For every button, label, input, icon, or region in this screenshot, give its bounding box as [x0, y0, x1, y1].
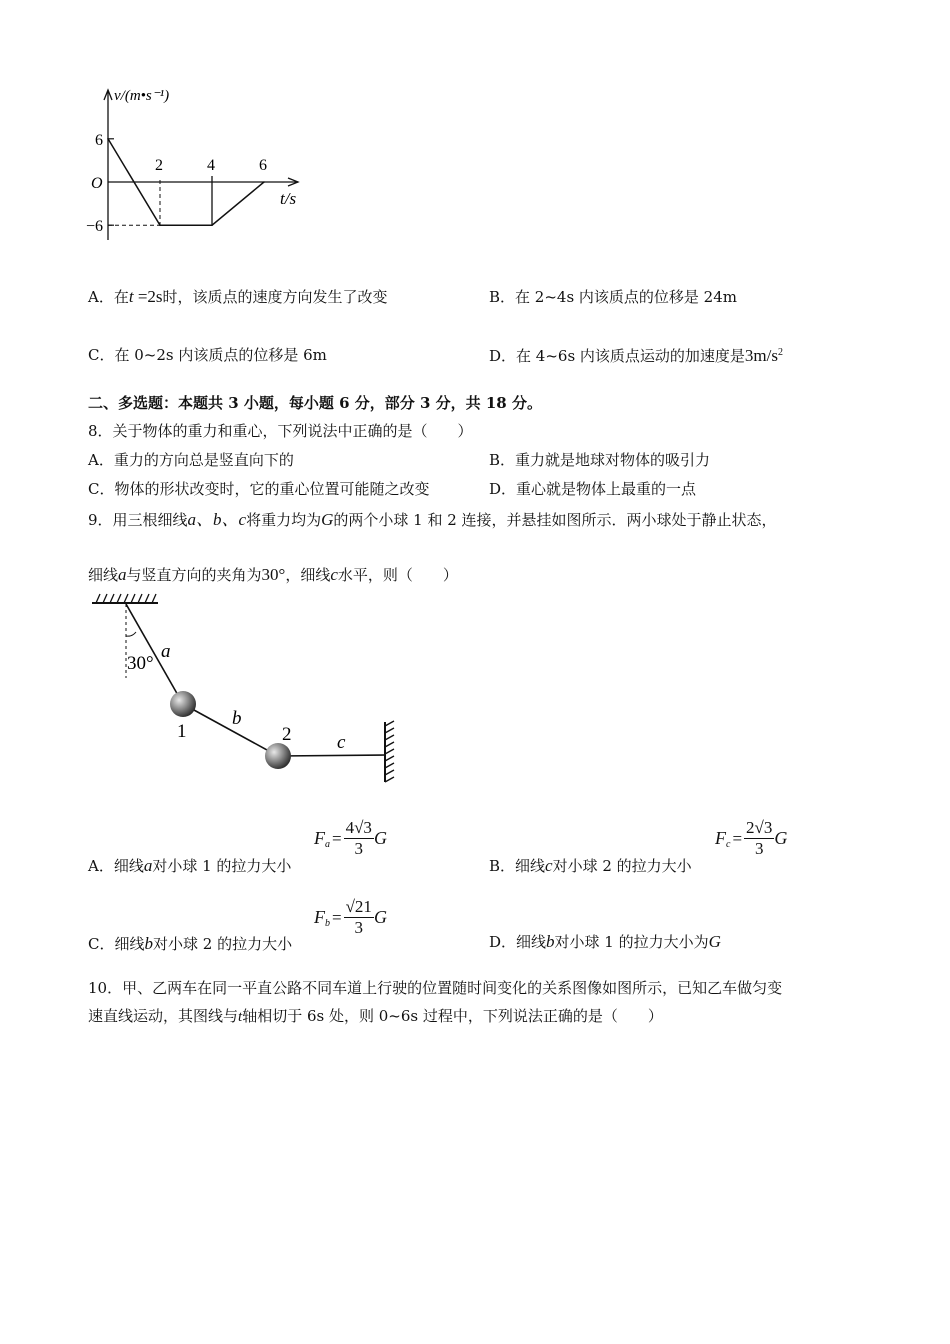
string-b — [183, 704, 278, 756]
ball-2-label: 2 — [282, 724, 292, 745]
q9-option-b[interactable]: B．细线c对小球 2 的拉力大小 — [489, 856, 692, 875]
q7-option-a[interactable]: A．在t =2s时，该质点的速度方向发生了改变 — [88, 287, 388, 306]
ball-2 — [265, 743, 291, 769]
q10-stem-line1: 10．甲、乙两车在同一平直公路不同车道上行驶的位置随时间变化的关系图像如图所示，已知乙车做匀变 — [88, 979, 783, 997]
q10-stem-line2: 速直线运动，其图线与t轴相切于 6s 处，则 0~6s 过程中，下列说法正确的是（ ） — [88, 1007, 663, 1025]
section-heading: 二、多选题：本题共 3 小题，每小题 6 分，部分 3 分，共 18 分。 — [88, 394, 542, 412]
q9-formula-a: $F_a$ = $\frac{4√3}{3}$ G — [314, 818, 387, 858]
x-tick-label: 6 — [259, 157, 267, 174]
q8-option-d[interactable]: D．重心就是物体上最重的一点 — [489, 480, 697, 498]
data-point — [107, 138, 109, 140]
q9-stem-line1: 9．用三根细线a、b、c将重力均为G的两个小球 1 和 2 连接，并悬挂如图所示．两小球处于静止状态， — [88, 510, 777, 529]
q9-stem-line2: 细线a与竖直方向的夹角为30°，细线c水平，则（ ） — [88, 565, 458, 584]
q9-option-c[interactable]: C．细线b对小球 2 的拉力大小 — [88, 934, 293, 953]
q8-stem: 8．关于物体的重力和重心，下列说法中正确的是（ ） — [88, 422, 473, 440]
origin-label: O — [91, 175, 103, 192]
q8-option-b[interactable]: B．重力就是地球对物体的吸引力 — [489, 451, 711, 469]
data-point — [263, 181, 265, 183]
y-tick-label: 6 — [95, 131, 103, 149]
q9-option-d[interactable]: D．细线b对小球 1 的拉力大小为G — [489, 932, 721, 951]
ball-1 — [170, 691, 196, 717]
y-tick-label: −6 — [86, 218, 104, 236]
label-b: b — [232, 708, 242, 729]
wall — [385, 721, 394, 782]
q8-option-a[interactable]: A．重力的方向总是竖直向下的 — [88, 451, 294, 469]
q9-formula-b: $F_c$ = $\frac{2√3}{3}$ G — [715, 818, 788, 858]
y-axis-label: v/(m•s⁻¹) — [114, 88, 170, 104]
x-tick-label: 4 — [207, 157, 215, 174]
ball-1-label: 1 — [177, 721, 187, 742]
q7-option-c[interactable]: C．在 0~2s 内该质点的位移是 6m — [88, 346, 327, 364]
q9-option-a[interactable]: A．细线a对小球 1 的拉力大小 — [88, 856, 292, 875]
data-point — [211, 224, 213, 226]
q8-option-c[interactable]: C．物体的形状改变时，它的重心位置可能随之改变 — [88, 480, 430, 498]
chart-axes — [86, 88, 298, 240]
label-a: a — [161, 641, 171, 662]
pendulum-figure — [88, 590, 408, 790]
data-point — [159, 224, 161, 226]
x-axis-label: t/s — [280, 189, 297, 208]
q7-option-b[interactable]: B．在 2~4s 内该质点的位移是 24m — [489, 288, 737, 306]
label-c: c — [337, 732, 346, 753]
q9-formula-c: $F_b$ = $\frac{√21}{3}$ G — [314, 897, 387, 937]
angle-label: 30° — [127, 653, 154, 674]
angle-arc — [126, 632, 136, 636]
ceiling — [92, 594, 158, 603]
velocity-time-chart — [80, 80, 340, 250]
string-c — [278, 755, 385, 756]
x-tick-label: 2 — [155, 157, 163, 174]
q7-option-d[interactable]: D．在 4~6s 内该质点运动的加速度是$3m/s^2$ — [489, 346, 783, 365]
